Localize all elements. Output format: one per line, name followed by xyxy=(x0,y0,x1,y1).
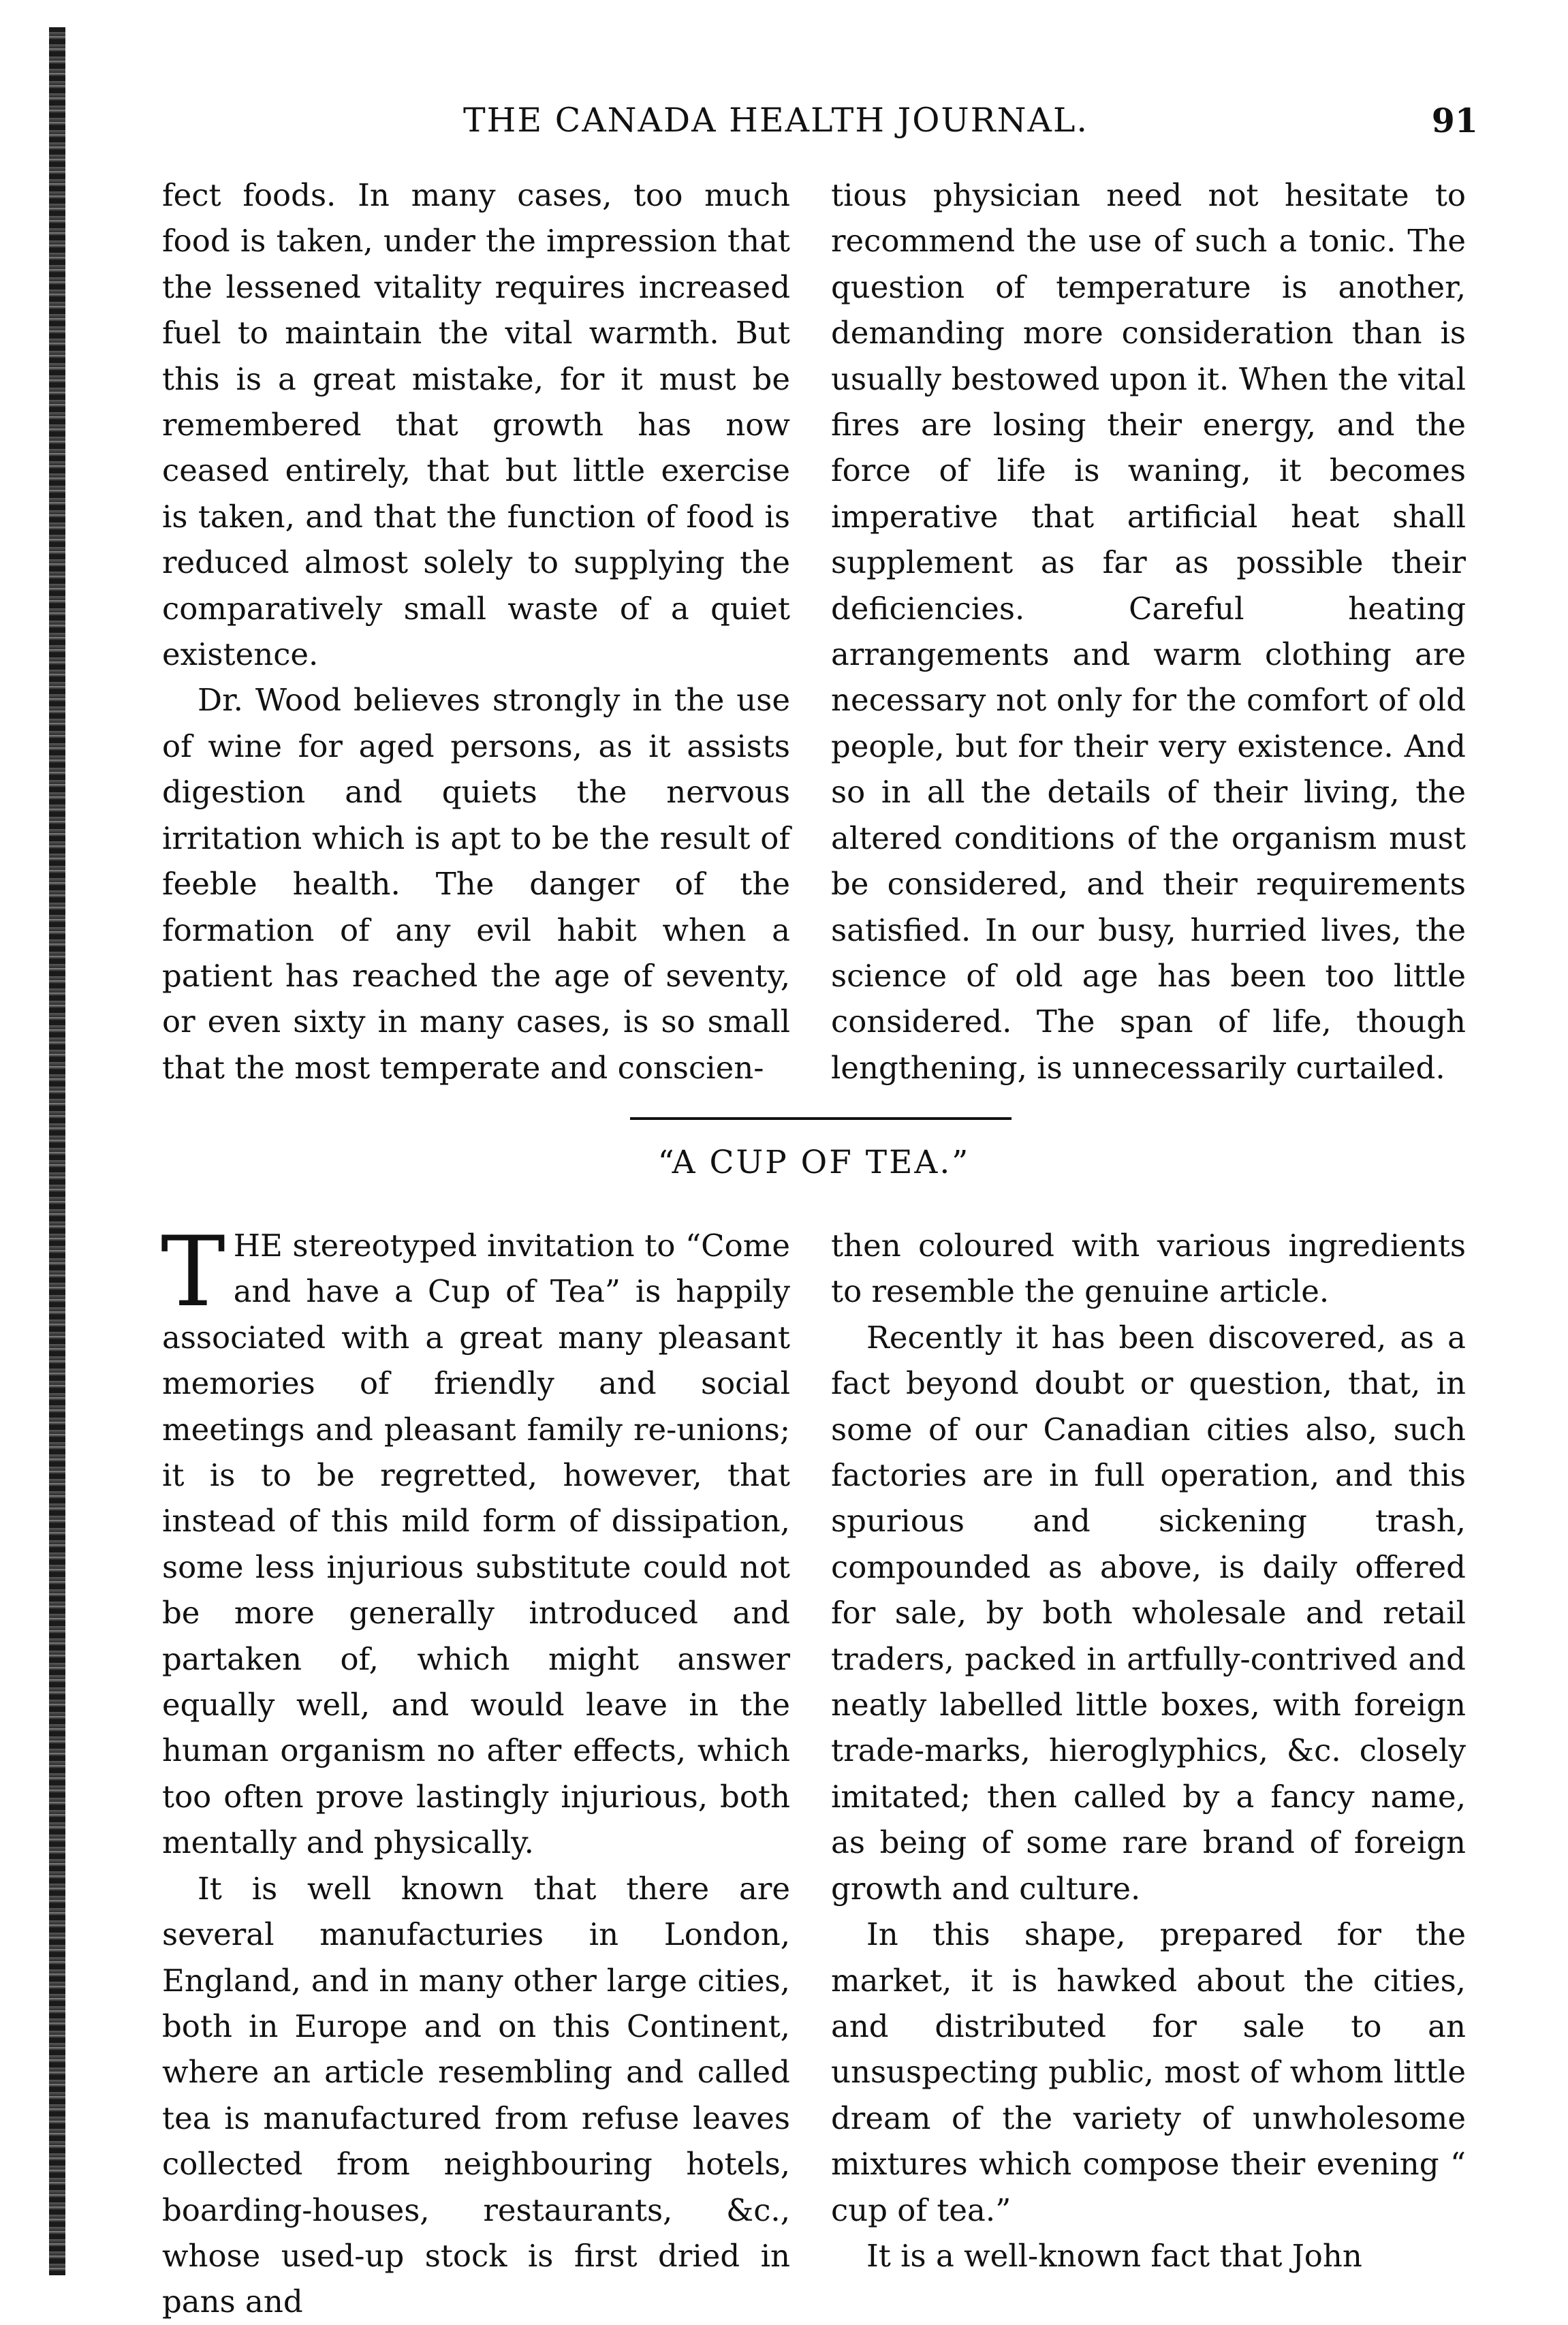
paragraph xyxy=(161,1216,790,1866)
page-number: 91 xyxy=(1431,101,1478,140)
paragraph: Dr. Wood believes strongly in the use of wine for aged persons, as it assists digestion and quiets the nervous irritation which is apt to be the result of feeble health. The danger of the formation of any evil habit when a patient has reached the age of seventy, or even sixty in many cases, is so small that the most temperate and conscien- xyxy=(162,682,790,1086)
paragraph: It is well known that there are several manufacturies in London, England, and in many other large cities, both in Europe and on this Continent, where an article resembling and called tea is manufactured from refuse leaves collected from neighbouring hotels, boarding-houses, restaurants, &c., whose used-up stock is first dried in pans and xyxy=(162,1870,790,2320)
paragraph: Recently it has been discovered, as a fact beyond doubt or question, that, in some of our Canadian cities also, such factories are in full operation, and this spurious and sickening trash, compounded as above, is daily offered for sale, by both wholesale and retail traders, packed in artfully-contrived and neatly labelled little boxes, with foreign trade-marks, hieroglyphics, &c. closely imitated; then called by a fancy name, as being of some rare brand of foreign growth and culture. xyxy=(831,1319,1466,1907)
article-right-column xyxy=(831,1223,1466,2279)
drop-cap: T xyxy=(161,1216,225,1328)
paragraph: then coloured with various ingredients to resemble the genuine article. xyxy=(831,1228,1466,1310)
paragraph: tious physician need not hesitate to recommend the use of such a tonic. The question of temperature is another, demanding more consideration than is usually bestowed upon it. When the vital fires are losing their energy, and the force of life is waning, it becomes imperative that artificial heat shall supplement as far as possible their deficiencies. Careful heating arrangements and warm clothing are necessary not only for the comfort of old people, but for their very existence. And so in all the details of their living, the altered conditions of the organism must be considered, and their requirements satisfied. In our busy, hurried lives, the science of old age has been too little considered. The span of life, though lengthening, is unnecessarily curtailed. xyxy=(831,177,1466,1086)
section-divider xyxy=(630,1117,1012,1120)
paragraph: fect foods. In many cases, too much food is taken, under the impression that the lessened vitality requires increased fuel to maintain the vital warmth. But this is a great mistake, for it must be remembered that growth has now ceased entirely, that but little exercise is taken, and that the function of food is reduced almost solely to supplying the comparatively small waste of a quiet existence. xyxy=(162,177,790,673)
paragraph: In this shape, prepared for the market, it is hawked about the cities, and distributed for sale to an unsuspecting public, most of whom little dream of the variety of unwholesome mixtures which compose their evening “ cup of tea.” xyxy=(831,1916,1466,2228)
previous-article-left-column xyxy=(162,172,790,1091)
journal-title: THE CANADA HEALTH JOURNAL. xyxy=(463,101,1088,140)
paragraph-text: HE stereotyped invitation to “Come and have a Cup of Tea” is happily associated with a great many pleasant memories of friendly and social meetings and pleasant family re-unions; it is to be regretted, however, that instead of this mild form of dissipation, some less injurious substitute could not be more generally introduced and partaken of, which might answer equally well, and would leave in the human organism no after effects, which too often prove lastingly injurious, both mentally and physically. xyxy=(162,1228,790,1861)
page-binding-edge xyxy=(49,27,65,2275)
previous-article-right-column xyxy=(831,172,1466,1091)
article-left-column xyxy=(161,1216,790,2325)
paragraph: It is a well-known fact that John xyxy=(866,2237,1362,2274)
running-head xyxy=(163,97,1478,144)
article-title: “A CUP OF TEA.” xyxy=(657,1144,971,1181)
